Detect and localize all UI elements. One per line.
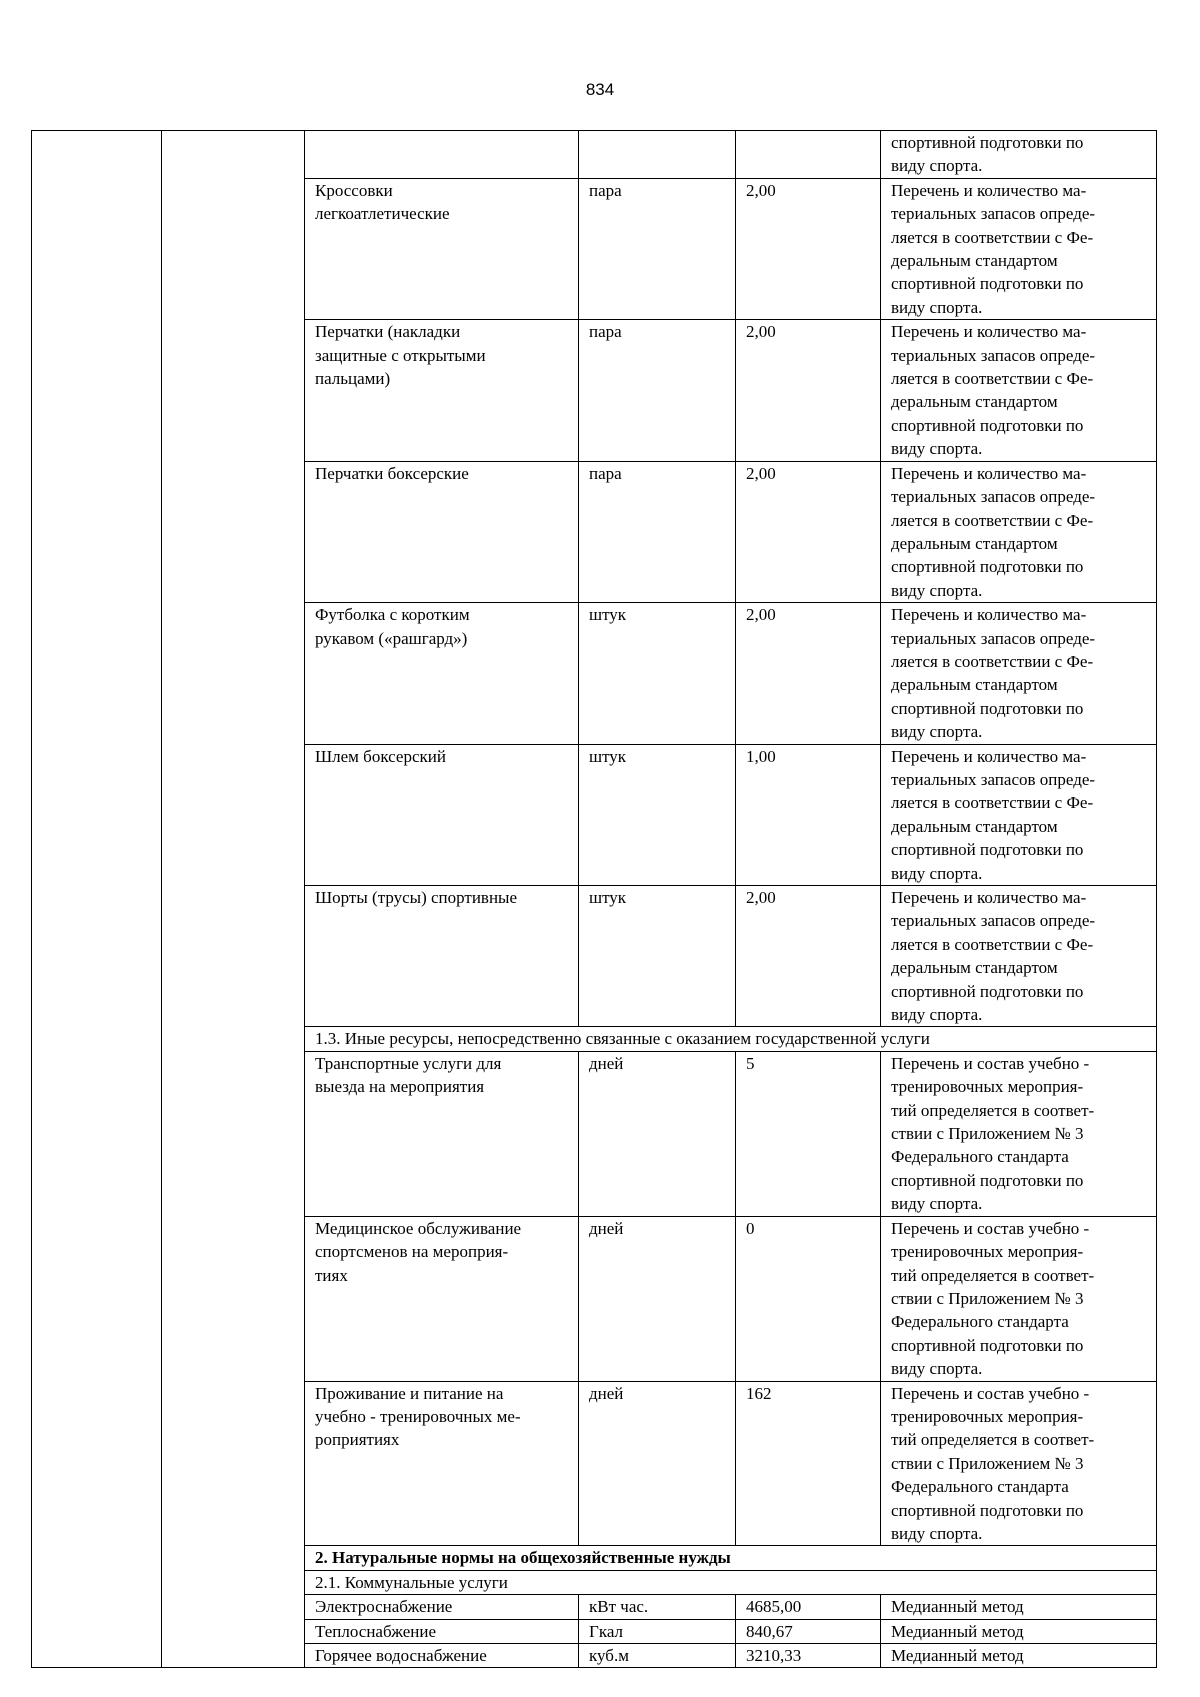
cell-name: Шорты (трусы) спортивные: [305, 886, 579, 1027]
cell-name: Шлем боксерский: [305, 744, 579, 885]
cell-note: Перечень и количество ма- териальных запасов опреде- ляется в соответствии с Фе- деральным стандартом спортивной подготовки по виду спорта.: [881, 744, 1157, 885]
cell-unit: пара: [579, 178, 736, 319]
cell-qty: 2,00: [736, 603, 881, 744]
cell-note: Медианный метод: [881, 1644, 1157, 1668]
cell-unit: штук: [579, 744, 736, 885]
section-heading-1-3-title: 1.3. Иные ресурсы, непосредственно связанные с оказанием государственной услуги: [305, 1027, 1157, 1051]
cell-qty: 162: [736, 1381, 881, 1546]
cell-note: спортивной подготовки по виду спорта.: [881, 131, 1157, 179]
cell-unit: пара: [579, 320, 736, 461]
cell-note: Перечень и количество ма- териальных запасов опреде- ляется в соответствии с Фе- деральным стандартом спортивной подготовки по виду спорта.: [881, 603, 1157, 744]
cell-qty: 5: [736, 1051, 881, 1216]
cell-qty: 2,00: [736, 461, 881, 602]
cell-name: [305, 131, 579, 179]
cell-name: Перчатки (накладки защитные с открытыми пальцами): [305, 320, 579, 461]
cell-note: Перечень и количество ма- териальных запасов опреде- ляется в соответствии с Фе- деральным стандартом спортивной подготовки по виду спорта.: [881, 461, 1157, 602]
cell-name: Перчатки боксерские: [305, 461, 579, 602]
cell-name: Транспортные услуги для выезда на мероприятия: [305, 1051, 579, 1216]
cell-qty: 2,00: [736, 886, 881, 1027]
cell-qty: 0: [736, 1216, 881, 1381]
cell-qty: 4685,00: [736, 1595, 881, 1619]
cell-qty: 2,00: [736, 320, 881, 461]
cell-note: Перечень и состав учебно - тренировочных мероприя- тий определяется в соответ- ствии с Приложением № 3 Федерального стандарта спортивной подготовки по виду спорта.: [881, 1216, 1157, 1381]
cell-note: Перечень и количество ма- териальных запасов опреде- ляется в соответствии с Фе- деральным стандартом спортивной подготовки по виду спорта.: [881, 886, 1157, 1027]
cell-note: Перечень и количество ма- териальных запасов опреде- ляется в соответствии с Фе- деральным стандартом спортивной подготовки по виду спорта.: [881, 320, 1157, 461]
cell-qty: 2,00: [736, 178, 881, 319]
cell-unit: пара: [579, 461, 736, 602]
norms-table: [31, 130, 1157, 1668]
cell-name: Горячее водоснабжение: [305, 1644, 579, 1668]
cell-qty: 840,67: [736, 1619, 881, 1643]
cell-name: Теплоснабжение: [305, 1619, 579, 1643]
cell-note: Медианный метод: [881, 1595, 1157, 1619]
cell-unit: дней: [579, 1051, 736, 1216]
cell-unit: куб.м: [579, 1644, 736, 1668]
cell-unit: дней: [579, 1216, 736, 1381]
section-heading-2-1-title: 2.1. Коммунальные услуги: [305, 1570, 1157, 1594]
cell-name: Проживание и питание на учебно - тренировочных ме- роприятиях: [305, 1381, 579, 1546]
left-blank-column-1: [32, 131, 162, 1668]
cell-name: Кроссовки легкоатлетические: [305, 178, 579, 319]
cell-unit: дней: [579, 1381, 736, 1546]
cell-qty: 1,00: [736, 744, 881, 885]
cell-unit: штук: [579, 886, 736, 1027]
continuation-row: [32, 131, 1157, 179]
cell-unit: [579, 131, 736, 179]
cell-qty: 3210,33: [736, 1644, 881, 1668]
cell-name: Электроснабжение: [305, 1595, 579, 1619]
page-number: 834: [585, 80, 615, 99]
cell-qty: [736, 131, 881, 179]
norms-table-body: [32, 131, 1157, 1668]
cell-unit: штук: [579, 603, 736, 744]
cell-unit: кВт час.: [579, 1595, 736, 1619]
cell-note: Перечень и состав учебно - тренировочных мероприя- тий определяется в соответ- ствии с Приложением № 3 Федерального стандарта спортивной подготовки по виду спорта.: [881, 1381, 1157, 1546]
cell-unit: Гкал: [579, 1619, 736, 1643]
cell-name: Медицинское обслуживание спортсменов на мероприя- тиях: [305, 1216, 579, 1381]
left-blank-column-2: [162, 131, 305, 1668]
cell-name: Футболка с коротким рукавом («рашгард»): [305, 603, 579, 744]
cell-note: Перечень и количество ма- териальных запасов опреде- ляется в соответствии с Фе- деральным стандартом спортивной подготовки по виду спорта.: [881, 178, 1157, 319]
section-heading-2-title: 2. Натуральные нормы на общехозяйственные нужды: [305, 1546, 1157, 1570]
cell-note: Медианный метод: [881, 1619, 1157, 1643]
cell-note: Перечень и состав учебно - тренировочных мероприя- тий определяется в соответ- ствии с Приложением № 3 Федерального стандарта спортивной подготовки по виду спорта.: [881, 1051, 1157, 1216]
